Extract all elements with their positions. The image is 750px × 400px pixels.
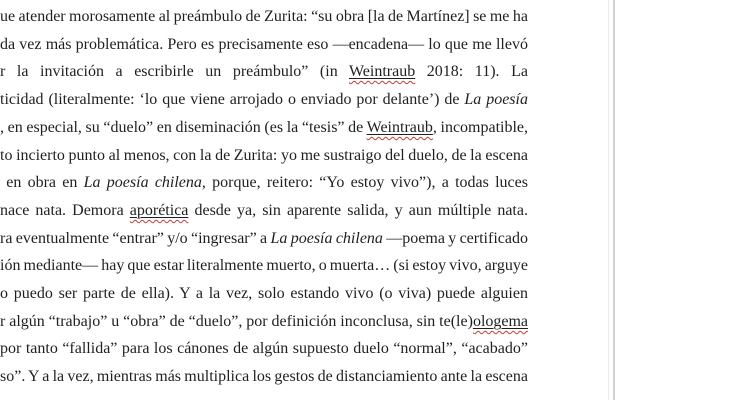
spellcheck-flagged-word: ologema (472, 313, 529, 330)
spellcheck-flagged-word: Weintraub (348, 63, 416, 80)
italic-text: La poesía chilena (270, 230, 383, 247)
text-line (0, 228, 528, 250)
text-line (0, 283, 528, 305)
text-segment: , incompatible, (432, 119, 529, 136)
text-segment: nace nata. Demora (0, 202, 130, 219)
text-line (0, 61, 528, 83)
text-segment: so”. Y a la vez, mientras más multiplica los gestos de distanciamiento ante la escena (0, 368, 528, 385)
text-line (0, 200, 528, 222)
text-segment: 2018: 11). La (415, 63, 528, 80)
text-segment: , en especial, su “duelo” en diseminación (es la “tesis” de (0, 119, 367, 136)
page-edge-line (608, 0, 609, 400)
text-segment: ión mediante— hay que estar literalmente muerto, o muerta… (si estoy vivo, arguye (0, 257, 528, 274)
scrollbar-track[interactable] (613, 0, 615, 400)
text-segment: ra eventualmente “entrar” y/o “ingresar” a (0, 230, 271, 247)
text-segment: da vez más problemática. Pero es precisamente eso —encadena— lo que me llevó (0, 36, 528, 53)
text-segment: o puedo ser parte de ella). Y a la vez, solo estando vivo (o viva) puede alguien (0, 285, 528, 302)
text-line (0, 311, 528, 333)
italic-text: La poesía (464, 91, 528, 108)
text-segment: por tanto “fallida” para los cánones de algún supuesto duelo “normal”, “acabado” (0, 340, 528, 357)
text-line (0, 172, 528, 194)
text-segment: ue atender morosamente al preámbulo de Zurita: “su obra [la de Martínez] se me ha (0, 8, 528, 25)
text-line (0, 6, 528, 28)
italic-text: La poesía chilena (83, 174, 202, 191)
text-line (0, 338, 528, 360)
text-segment: en obra en (0, 174, 84, 191)
text-segment: to incierto punto al menos, con la de Zurita: yo me sustraigo del duelo, de la escena (0, 147, 528, 164)
text-segment: —poema y certificado (382, 230, 528, 247)
text-line (0, 366, 528, 388)
text-line (0, 117, 528, 139)
text-line (0, 34, 528, 56)
text-segment: , porque, reitero: “Yo estoy vivo”), a todas luces (201, 174, 528, 191)
text-line (0, 89, 528, 111)
text-segment: desde ya, sin aparente salida, y aun múltiple nata. (188, 202, 528, 219)
text-segment: r la invitación a escribirle un preámbulo” (in (0, 63, 349, 80)
text-segment: ticidad (literalmente: ‘lo que viene arrojado o enviado por delante’) de (0, 91, 465, 108)
spellcheck-flagged-word: Weintraub (366, 119, 433, 136)
text-line (0, 255, 528, 277)
text-segment: r algún “trabajo” u “obra” de “duelo”, por definición inconclusa, sin te(le) (0, 313, 473, 330)
text-line (0, 145, 528, 167)
spellcheck-flagged-word: aporética (129, 202, 189, 219)
